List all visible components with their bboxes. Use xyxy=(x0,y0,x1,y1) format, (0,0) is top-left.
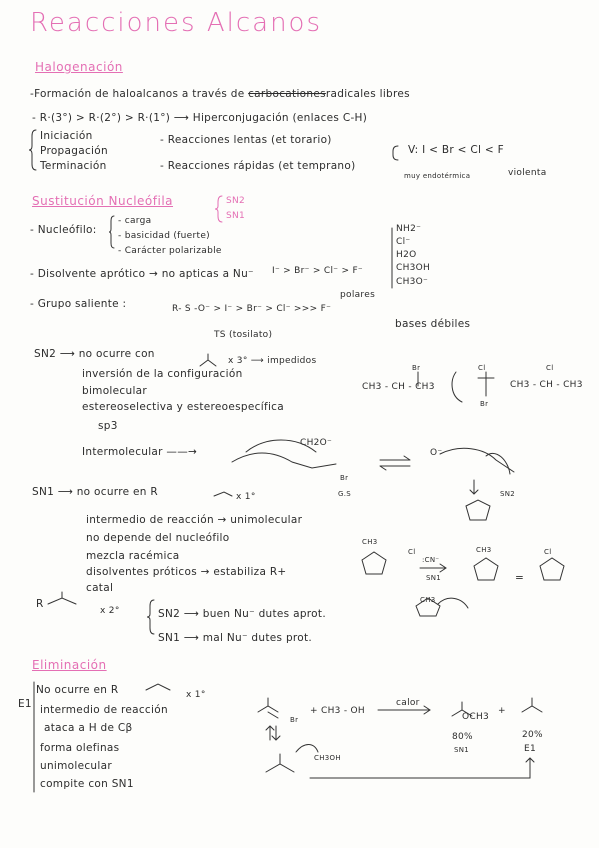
cl-top: Cl xyxy=(478,364,486,372)
calor-label: calor xyxy=(396,698,420,708)
ch3-c: CH3 xyxy=(420,596,436,604)
brace-steps xyxy=(29,130,36,170)
percent-20-e1: E1 xyxy=(524,744,537,754)
chain-right xyxy=(440,448,514,472)
ch2o-label: CH2O⁻ xyxy=(300,438,333,448)
elim-x1: x 1° xyxy=(186,690,206,700)
sn1-x1: x 1° xyxy=(236,492,256,502)
halogen-order: V: I < Br < Cl < F xyxy=(408,144,504,156)
violenta-note: violenta xyxy=(508,168,547,178)
bases-debiles: bases débiles xyxy=(395,318,471,330)
percent-80: 80% xyxy=(452,732,473,742)
nuc-ch3oh: CH3OH xyxy=(396,263,431,273)
arrow-right xyxy=(486,453,510,474)
percent-80-sn1: SN1 xyxy=(454,746,470,754)
gs-label: G.S xyxy=(338,490,351,498)
bracket-order xyxy=(393,146,398,160)
halo-line-1 xyxy=(30,88,410,100)
ch3oh-label: CH3OH xyxy=(314,754,341,762)
disolvente-line: - Disolvente aprótico → no apticas a Nu⁻ xyxy=(30,268,254,280)
ring-c xyxy=(540,558,564,580)
nuc-prop-basicidad: - basicidad (fuerte) xyxy=(118,231,210,241)
sn1-prop-catal: catal xyxy=(86,582,114,594)
elim-br: Br xyxy=(290,716,299,724)
sn1-reagent: SN1 xyxy=(426,574,442,582)
ring-b xyxy=(474,558,498,580)
elim-prop-intermedio: intermedio de reacción xyxy=(40,704,168,716)
sn2-prop-bimolecular: bimolecular xyxy=(82,385,148,397)
type-sn2: SN2 xyxy=(226,196,246,206)
halo-l1-strike: carbocationes xyxy=(248,88,326,100)
r-isopropyl xyxy=(48,592,76,604)
down-arrow xyxy=(470,480,478,494)
brace-nuc xyxy=(109,216,114,248)
section-heading-eliminacion: Eliminación xyxy=(32,658,107,672)
sn1-prop-disolventes: disolventes próticos → estabiliza R+ xyxy=(86,566,287,578)
elim-reagent: + CH3 - OH xyxy=(310,706,366,716)
step-propagacion: Propagación xyxy=(40,145,108,157)
product-alkene xyxy=(522,698,542,712)
section-heading-halogenacion: Halogenación xyxy=(35,60,123,74)
ring-a xyxy=(362,552,386,574)
equilibrium-arrows xyxy=(380,456,410,470)
cl-b: Cl xyxy=(544,548,552,556)
ring-d-arrow xyxy=(438,598,468,608)
br-top: Br xyxy=(412,364,421,372)
br-bottom: Br xyxy=(480,400,489,408)
product-plus: + xyxy=(498,706,506,716)
cl-product: Cl xyxy=(546,364,554,372)
sn2-arrow-label: SN2 xyxy=(500,490,516,498)
r-chain-sn1 xyxy=(214,492,232,496)
ch3-b: CH3 xyxy=(476,546,492,554)
sn1-prop-racemica: mezcla racémica xyxy=(86,550,180,562)
chain-intra xyxy=(232,453,336,468)
reacciones-lentas: - Reacciones lentas (et torario) xyxy=(160,134,332,146)
product-och3: OCH3 xyxy=(462,712,490,722)
halide-order: I⁻ > Br⁻ > Cl⁻ > F⁻ xyxy=(272,266,363,276)
equals: = xyxy=(515,572,525,584)
nuc-cl: Cl⁻ xyxy=(396,237,411,247)
page-title: Reacciones Alcanos xyxy=(30,8,323,38)
tbutyl-sn2 xyxy=(200,354,216,366)
elim-prop-compite: compite con SN1 xyxy=(40,778,134,790)
tosilato: TS (tosilato) xyxy=(214,330,273,340)
reacciones-rapidas: - Reacciones rápidas (et temprano) xyxy=(160,160,356,172)
polares-note: polares xyxy=(340,290,376,300)
nuc-nh2: NH2⁻ xyxy=(396,224,422,234)
elim-cation xyxy=(266,754,294,772)
elim-prop-unimolecular: unimolecular xyxy=(40,760,112,772)
grupo-saliente-label: - Grupo saliente : xyxy=(30,298,127,310)
ch3-a: CH3 xyxy=(362,538,378,546)
nuc-h2o: H2O xyxy=(396,250,417,260)
step-iniciacion: Iniciación xyxy=(40,130,93,142)
elim-prop-ocurre: No ocurre en R xyxy=(36,684,119,696)
elim-substrate xyxy=(258,698,278,718)
halo-l1b: radicales libres xyxy=(325,88,410,100)
percent-20: 20% xyxy=(522,730,543,740)
sn2-prop-estereo: estereoselectiva y estereoespecífica xyxy=(82,401,284,413)
nuc-ch3o: CH3O⁻ xyxy=(396,277,429,287)
cn-reagent: :CN⁻ xyxy=(422,556,440,564)
sn1-head: SN1 ⟶ no ocurre en R xyxy=(32,486,158,498)
r-label: R xyxy=(36,598,44,610)
brace-sn xyxy=(215,196,222,222)
elim-prop-ataca: ataca a H de Cβ xyxy=(44,722,133,734)
sn1-arrow xyxy=(420,564,446,572)
sn2-arrow-curve xyxy=(452,372,462,402)
grupo-formula: R- S -O⁻ > I⁻ > Br⁻ > Cl⁻ >>> F⁻ xyxy=(172,304,332,314)
sn2-prop-inversion: inversión de la configuración xyxy=(82,368,243,380)
product-ch3ch: CH3 - CH - CH3 xyxy=(510,380,583,390)
brace-rules xyxy=(147,600,154,634)
elim-return-arrow xyxy=(310,758,534,778)
elim-attack-arrow xyxy=(296,745,318,753)
nucleofilo-label: - Nucleófilo: xyxy=(30,224,97,236)
sn2-prop-sp3: sp3 xyxy=(98,420,118,432)
br-leaving: Br xyxy=(340,474,349,482)
intermolecular: Intermolecular ——→ xyxy=(82,446,198,458)
sn2-head: SN2 ⟶ no ocurre con xyxy=(34,348,155,360)
e1-tag: E1 xyxy=(18,698,32,710)
thf-ring xyxy=(466,500,490,520)
elim-equilibrium xyxy=(266,726,280,740)
section-heading-sustitucion: Sustitución Nucleófila xyxy=(32,194,174,208)
rule-sn2: SN2 ⟶ buen Nu⁻ dutes aprot. xyxy=(158,608,326,620)
elim-prop-olefinas: forma olefinas xyxy=(40,742,120,754)
rule-sn1: SN1 ⟶ mal Nu⁻ dutes prot. xyxy=(158,632,313,644)
o-minus-label: O⁻ xyxy=(430,448,443,458)
x2-label: x 2° xyxy=(100,606,120,616)
nuc-prop-carga: - carga xyxy=(118,216,152,226)
type-sn1: SN1 xyxy=(226,211,246,221)
muy-lenta-note: muy endotérmica xyxy=(404,172,471,180)
halo-l1a: -Formación de haloalcanos a través de xyxy=(30,88,249,100)
halo-line-2: - R·(3°) > R·(2°) > R·(1°) ⟶ Hiperconjugación (enlaces C-H) xyxy=(32,112,368,124)
nuc-prop-polarizable: - Carácter polarizable xyxy=(118,246,222,256)
r-elim xyxy=(146,684,170,690)
substrate-ch3ch: CH3 - CH - CH3 xyxy=(362,382,435,392)
sn2-3deg: x 3° ⟶ impedidos xyxy=(228,356,317,366)
step-terminacion: Terminación xyxy=(40,160,107,172)
cl-a: Cl xyxy=(408,548,416,556)
sn1-prop-intermedio: intermedio de reacción → unimolecular xyxy=(86,514,303,526)
sn1-prop-nucleofilo: no depende del nucleófilo xyxy=(86,532,230,544)
